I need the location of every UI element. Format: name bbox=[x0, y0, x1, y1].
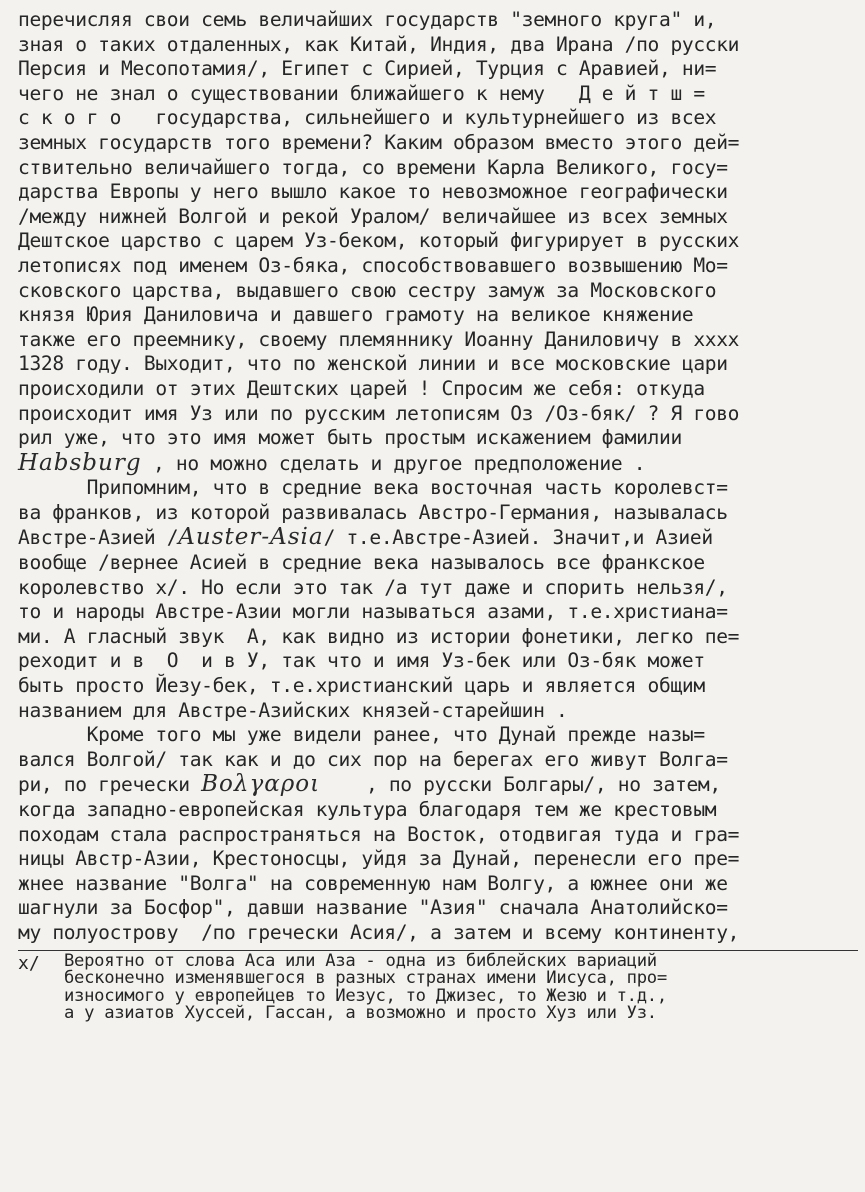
text-line: 1328 году. Выходит, что по женской линии и все московские цари bbox=[18, 352, 728, 376]
text-line: шагнули за Босфор", давши название "Азия" сначала Анатолийско= bbox=[18, 896, 728, 920]
text-line: летописях под именем Оз-бяка, способствовавшего возвышению Мо= bbox=[18, 253, 728, 277]
text-line: быть просто Йезу-бек, т.е.христианский царь и является общим bbox=[18, 674, 705, 698]
text-line: перечисляя свои семь величайших государств "земного круга" и, bbox=[18, 8, 717, 31]
text-segment: ри, по гречески bbox=[18, 773, 202, 797]
text-line: происходили от этих Дештских царей ! Спросим же себя: откуда bbox=[18, 376, 705, 400]
text-line: походам стала распространяться на Восток, отодвигая туда и гра= bbox=[18, 822, 740, 846]
text-line: му полуострову /по гречески Асия/, а затем и всему континенту, bbox=[18, 920, 740, 944]
text-line: также его преемнику, своему племяннику Иоанну Даниловичу в xxxx bbox=[18, 327, 740, 351]
text-line: то и народы Австре-Азии могли называться азами, т.е.христиана= bbox=[18, 600, 728, 624]
text-line: ствительно величайшего тогда, со времени Карла Великого, госу= bbox=[18, 155, 728, 179]
text-line: Персия и Месопотамия/, Египет с Сирией, Турция с Аравией, ни= bbox=[18, 57, 717, 81]
text-line: реходит и в О и в У, так что и имя Уз-бек или Оз-бяк может bbox=[18, 649, 705, 673]
footnote-line: а у азиатов Хуссей, Гассан, а возможно и просто Хуз или Уз. bbox=[64, 1003, 657, 1024]
text-line: происходит имя Уз или по русским летописям Оз /Оз-бяк/ ? Я гово bbox=[18, 401, 740, 425]
text-segment: , по русски Болгары/, но затем, bbox=[320, 773, 721, 797]
footnote-text bbox=[64, 950, 667, 1024]
handwritten-habsburg: Habsburg bbox=[18, 449, 142, 476]
text-line: земных государств того времени? Каким образом вместо этого дей= bbox=[18, 130, 740, 154]
text-line: ва франков, из которой развивалась Австро-Германия, называлась bbox=[18, 500, 728, 524]
text-line: князя Юрия Даниловича и давшего грамоту на великое княжение bbox=[18, 303, 694, 327]
footnote-line: бесконечно изменявшегося в разных странах имени Иисуса, про= bbox=[64, 968, 667, 989]
text-segment: / т.е.Австре-Азией. Значит,и Азией bbox=[323, 526, 713, 550]
main-text bbox=[18, 8, 851, 946]
text-line: ми. А гласный звук А, как видно из истории фонетики, легко пе= bbox=[18, 624, 740, 648]
footnote-marker: x/ bbox=[18, 952, 40, 974]
text-segment: Австре-Азией / bbox=[18, 526, 179, 550]
text-line-habsburg bbox=[18, 451, 851, 477]
text-line: Припомним, что в средние века восточная часть королевст= bbox=[18, 476, 728, 500]
footnote-line: Вероятно от слова Аса или Аза - одна из библейских вариаций bbox=[64, 950, 657, 971]
handwritten-auster-asia: Auster-Asia bbox=[178, 524, 324, 551]
text-line: жнее название "Волга" на современную нам Волгу, а южнее они же bbox=[18, 871, 728, 895]
footnote bbox=[18, 950, 851, 1024]
text-line: рил уже, что это имя может быть простым искажением фамилии bbox=[18, 426, 682, 450]
text-line-auster-asia bbox=[18, 525, 851, 551]
text-line-bolgaroi bbox=[18, 772, 851, 798]
text-line: названием для Австре-Азийских князей-старейшин . bbox=[18, 698, 568, 722]
handwritten-bolgaroi: Βολγαροι bbox=[201, 771, 321, 798]
text-line: вался Волгой/ так как и до сих пор на берегах его живут Волга= bbox=[18, 747, 728, 771]
text-line: зная о таких отдаленных, как Китай, Индия, два Ирана /по русски bbox=[18, 32, 740, 56]
text-line: королевство x/. Но если это так /а тут даже и спорить нельзя/, bbox=[18, 575, 728, 599]
text-line: сковского царства, выдавшего свою сестру замуж за Московского bbox=[18, 278, 717, 302]
text-line: дарства Европы у него вышло какое то невозможное географически bbox=[18, 180, 728, 204]
text-line: с к о г о государства, сильнейшего и культурнейшего из всех bbox=[18, 106, 717, 130]
footnote-line: износимого у европейцев то Иезус, то Джизес, то Жезю и т.д., bbox=[64, 985, 667, 1006]
text-line: когда западно-европейская культура благодаря тем же крестовым bbox=[18, 798, 717, 821]
text-line: Кроме того мы уже видели ранее, что Дунай прежде назы= bbox=[18, 723, 705, 747]
text-line: /между нижней Волгой и рекой Уралом/ величайшее из всех земных bbox=[18, 204, 728, 228]
text-line: вообще /вернее Асией в средние века называлось все франкское bbox=[18, 551, 705, 575]
text-line: Дештское царство с царем Уз-беком, который фигурирует в русских bbox=[18, 229, 740, 253]
text-segment: , но можно сделать и другое предположение . bbox=[141, 451, 646, 475]
text-line: чего не знал о существовании ближайшего к нему Д е й т ш = bbox=[18, 81, 705, 105]
text-line: ницы Австр-Азии, Крестоносцы, уйдя за Дунай, перенесли его пре= bbox=[18, 847, 740, 871]
